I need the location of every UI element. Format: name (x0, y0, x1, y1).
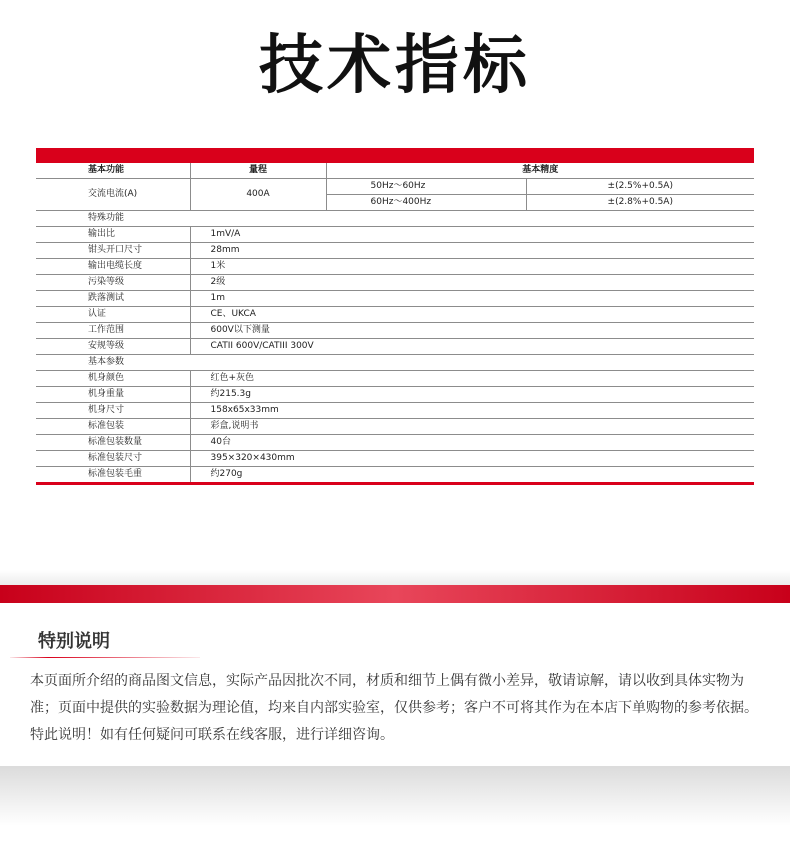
row-value: 1mV/A (190, 227, 754, 243)
table-top-bar (36, 148, 754, 163)
note-underline (10, 657, 200, 658)
ac-accuracy-2: ±(2.8%+0.5A) (526, 195, 754, 211)
header-function: 基本功能 (36, 163, 190, 179)
row-value: 彩盒,说明书 (190, 419, 754, 435)
row-value: 红色+灰色 (190, 371, 754, 387)
stripe-shadow (0, 570, 790, 585)
row-label: 输出比 (36, 227, 190, 243)
table-row (36, 339, 754, 355)
row-value: 28mm (190, 243, 754, 259)
table-row (36, 323, 754, 339)
header-range: 量程 (190, 163, 326, 179)
table-row (36, 387, 754, 403)
special-section-label: 特殊功能 (36, 211, 754, 227)
ac-freq-2: 60Hz～400Hz (326, 195, 526, 211)
row-value: 1米 (190, 259, 754, 275)
row-label: 机身尺寸 (36, 403, 190, 419)
table-row (36, 371, 754, 387)
page-title: 技术指标 (259, 29, 531, 103)
ac-current-row-1 (36, 179, 754, 195)
row-value: 40台 (190, 435, 754, 451)
header-accuracy: 基本精度 (326, 163, 754, 179)
bottom-shadow (0, 766, 790, 826)
special-section-row (36, 211, 754, 227)
table-row (36, 243, 754, 259)
ac-current-label: 交流电流(A) (36, 179, 190, 211)
row-label: 机身重量 (36, 387, 190, 403)
ac-current-range: 400A (190, 179, 326, 211)
note-text: 本页面所介绍的商品图文信息，实际产品因批次不同，材质和细节上偶有微小差异，敬请谅解，请以收到具体实物为准；页面中提供的实验数据为理论值，均来自内部实验室，仅供参考；客户不可将其作为在本店下单购物的参考依据。特此说明！如有任何疑问可联系在线客服，进行详细咨询。 (30, 673, 758, 743)
table-row (36, 451, 754, 467)
table-row (36, 259, 754, 275)
row-label: 标准包装尺寸 (36, 451, 190, 467)
row-value: 395×320×430mm (190, 451, 754, 467)
ac-freq-1: 50Hz～60Hz (326, 179, 526, 195)
table-row (36, 275, 754, 291)
spec-table (36, 163, 754, 482)
row-label: 安规等级 (36, 339, 190, 355)
table-row (36, 307, 754, 323)
ac-accuracy-1: ±(2.5%+0.5A) (526, 179, 754, 195)
row-value: 1m (190, 291, 754, 307)
table-row (36, 419, 754, 435)
row-label: 输出电缆长度 (36, 259, 190, 275)
table-row (36, 291, 754, 307)
row-value: 600V以下测量 (190, 323, 754, 339)
row-label: 标准包装 (36, 419, 190, 435)
row-label: 机身颜色 (36, 371, 190, 387)
table-row (36, 227, 754, 243)
row-value: 约215.3g (190, 387, 754, 403)
table-bottom-bar (36, 482, 754, 485)
row-value: CATII 600V/CATIII 300V (190, 339, 754, 355)
row-value: 2级 (190, 275, 754, 291)
note-title: 特别说明 (38, 631, 110, 652)
row-value: 158x65x33mm (190, 403, 754, 419)
table-row (36, 435, 754, 451)
row-label: 污染等级 (36, 275, 190, 291)
row-label: 认证 (36, 307, 190, 323)
row-label: 标准包装毛重 (36, 467, 190, 483)
row-value: 约270g (210, 469, 243, 479)
row-label: 工作范围 (36, 323, 190, 339)
basic-section-row (36, 355, 754, 371)
row-label: 钳头开口尺寸 (36, 243, 190, 259)
basic-section-label: 基本参数 (36, 355, 754, 371)
row-label: 跌落测试 (36, 291, 190, 307)
header-row (36, 163, 754, 179)
spec-table-container (36, 148, 754, 485)
table-row (36, 403, 754, 419)
row-value: CE、UKCA (190, 307, 754, 323)
table-row (36, 467, 754, 483)
red-divider-stripe (0, 585, 790, 603)
row-label: 标准包装数量 (36, 435, 190, 451)
